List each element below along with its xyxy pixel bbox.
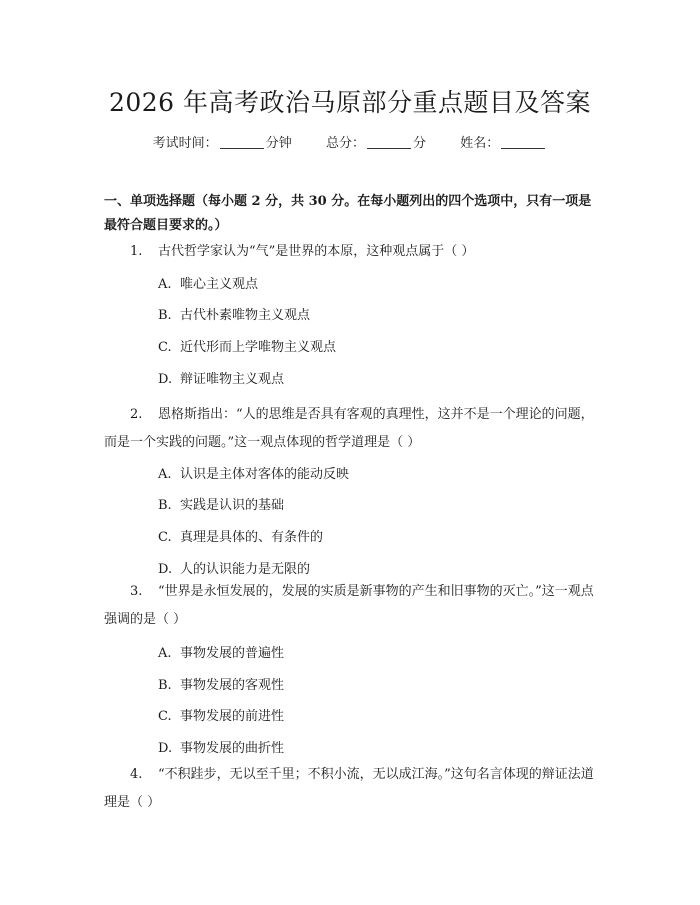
question-number: 3. bbox=[130, 584, 143, 599]
section-heading: 一、单项选择题（每小题 2 分，共 30 分。在每小题列出的四个选项中，只有一项是最符合题目要求的。） bbox=[104, 194, 592, 233]
score-unit: 分 bbox=[413, 136, 427, 151]
name-blank bbox=[501, 136, 545, 149]
score-label: 总分： bbox=[325, 136, 365, 151]
question-2 bbox=[104, 401, 598, 457]
option-2b: B. 实践是认识的基础 bbox=[158, 498, 285, 513]
question-4 bbox=[104, 761, 598, 817]
question-text: “不积跬步，无以至千里；不积小流，无以成江海。”这句名言体现的辩证法道理是（ ） bbox=[104, 767, 594, 810]
option-1d: D. 辩证唯物主义观点 bbox=[158, 372, 285, 387]
question-1 bbox=[104, 238, 598, 266]
question-text: 恩格斯指出：“人的思维是否具有客观的真理性，这并不是一个理论的问题，而是一个实践的问题。”这一观点体现的哲学道理是（ ） bbox=[104, 407, 594, 450]
option-3d: D. 事物发展的曲折性 bbox=[158, 741, 285, 756]
question-text: “世界是永恒发展的，发展的实质是新事物的产生和旧事物的灭亡。”这一观点强调的是（ ） bbox=[104, 584, 594, 627]
time-label: 考试时间： bbox=[152, 136, 218, 151]
question-text: 古代哲学家认为“气”是世界的本原，这种观点属于（ ） bbox=[158, 244, 475, 259]
option-2a: A. 认识是主体对客体的能动反映 bbox=[158, 467, 350, 482]
option-1b: B. 古代朴素唯物主义观点 bbox=[158, 308, 311, 323]
question-number: 2. bbox=[130, 407, 143, 422]
question-number: 1. bbox=[130, 244, 143, 259]
option-3a: A. 事物发展的普遍性 bbox=[158, 646, 285, 661]
option-3c: C. 事物发展的前进性 bbox=[158, 709, 285, 724]
option-2c: C. 真理是具体的、有条件的 bbox=[158, 530, 324, 545]
time-unit: 分钟 bbox=[265, 136, 292, 151]
question-3 bbox=[104, 578, 598, 634]
exam-meta bbox=[0, 132, 700, 151]
time-blank bbox=[220, 136, 264, 149]
name-label: 姓名： bbox=[460, 136, 500, 151]
question-number: 4. bbox=[130, 767, 143, 782]
page-title: 2026 年高考政治马原部分重点题目及答案 bbox=[108, 88, 592, 117]
option-3b: B. 事物发展的客观性 bbox=[158, 678, 285, 693]
option-1a: A. 唯心主义观点 bbox=[158, 277, 259, 292]
score-blank bbox=[367, 136, 411, 149]
option-2d: D. 人的认识能力是无限的 bbox=[158, 562, 311, 577]
option-1c: C. 近代形而上学唯物主义观点 bbox=[158, 340, 337, 355]
